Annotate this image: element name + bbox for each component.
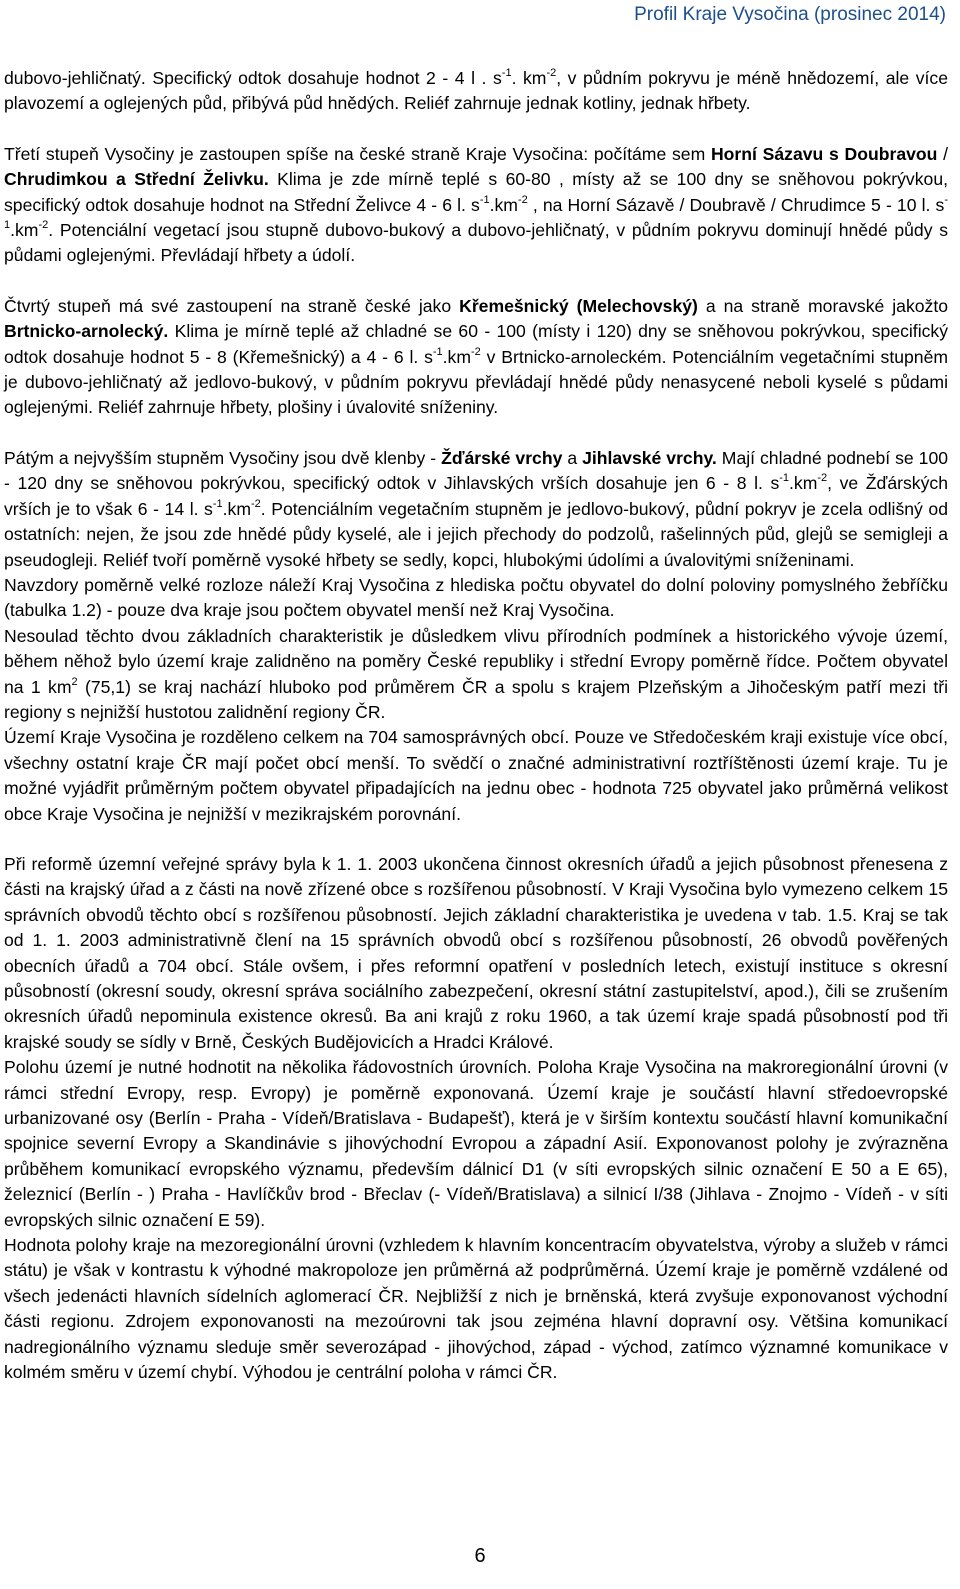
text-run: a [562,447,583,468]
superscript: -1 [212,497,223,510]
text-run: Čtvrtý stupeň má své zastoupení na straně české jako [4,295,460,316]
page-number: 6 [474,1545,486,1567]
text-run: , ve Žďárských vrších je to však 6 - 14 l. s [4,473,948,519]
text-run: Při reformě územní veřejné správy byla k 1. 1. 2003 ukončena činnost okresních úřadů a jejich působnost přenesena z části na krajský úřad a z části na nově zřízené obce s rozšířenou působností. V Kraji Vysočina bylo vymezeno celkem 15 správních obvodů těchto obcí s rozšířenou působností. Jejich základní charakteristika je uvedena v tab. 1.5. Kraj se tak od 1. 1. 2003 administrativně člení na 15 správních obvodů obcí s rozšířenou působností, 26 obvodů pověřených obecních úřadů a 704 obcí. Stále ovšem, i přes reformní opatření v posledních letech, existují instituce s okresní působností (okresní soudy, okresní správa sociálního zabezpečení, okresní státní zastupitelství, apod.), čili se zrušením okresních úřadů nepominula existence okresů. Ba ani krajů z roku 1960, a tak území kraje spadá působností pod tři krajské soudy se sídly v Brně, Českých Budějovicích a Hradci Králové. [4,853,948,1052]
superscript: -2 [517,193,528,206]
text-run: Hodnota polohy kraje na mezoregionální úrovni (vzhledem k hlavním koncentracím obyvatelstva, výroby a služeb v rámci státu) je však v kontrastu k výhodné makropoloze jen průměrná až podprůměrná. Území kraje je poměrně vzdálené od všech jedenácti hlavních sídelních aglomerací ČR. Nejbližší z nich je brněnská, která zvyšuje exponovanost východní části regionu. Zdrojem exponovanosti na mezoúrovni tak jsou zejména hlavní dopravní osy. Většina komunikací nadregionálního významu sleduje směr severozápad - jihovýchod, západ - východ, zatímco významné komunikace v kolmém směru v území chybí. Výhodou je centrální poloha v rámci ČR. [4,1235,948,1383]
text-run: a na straně moravské jakožto [697,295,948,316]
text-run: .km [10,220,39,241]
bold-term: Horní Sázavu s Doubravou [710,143,938,164]
text-run: Navzdory poměrně velké rozloze náleží Kraj Vysočina z hlediska počtu obyvatel do dolní poloviny pomyslného žebříčku (tabulka 1.2) - pouze dva kraje jsou počtem obyvatel menší než Kraj Vysočina. [4,574,948,621]
paragraph [4,446,948,573]
superscript: -1 [479,193,490,206]
text-run: Nesoulad těchto dvou základních charakteristik je důsledkem vlivu přírodních podmínek a historického vývoje území, během něhož bylo území kraje zalidněno na poměry České republiky i střední Evropy poměrně řídce. Počtem obyvatel na 1 km [4,625,948,697]
text-run: Třetí stupeň Vysočiny je zastoupen spíše na české straně Kraje Vysočina: počítáme sem [4,143,711,164]
paragraph [4,624,948,726]
paragraph [4,1055,948,1233]
superscript: -2 [546,67,557,80]
text-run: Pátým a nejvyšším stupněm Vysočiny jsou dvě klenby - [4,447,442,468]
text-run: . km [511,68,547,88]
document-body [4,66,948,1386]
superscript: -2 [471,345,481,358]
bold-term: Chrudimkou a Střední Želivku. [4,169,269,190]
superscript: -1 [4,193,948,232]
text-run: v Brtnicko-arnoleckém. Potenciálním vegetačními stupněm je dubovo-jehličnatý až jedlovo-bukový, v půdním pokryvu převládají hnědé půdy nenasycené neboli kyselé s půdami oglejenými. Reliéf zahrnuje hřbety, plošiny i úvalovité sníženiny. [4,346,949,418]
superscript: -2 [250,497,261,510]
bold-term: Brtnicko-arnolecký. [4,321,169,342]
paragraph [4,294,948,421]
text-run: Klima je mírně teplé až chladné se 60 - 100 (místy i 120) dny se sněhovou pokrývkou, specifický odtok dosahuje hodnot 5 - 8 (Křemešnický) a 4 - 6 l. s [4,321,948,367]
text-run: . Potenciální vegetací jsou stupně dubovo-bukový a dubovo-jehličnatý, v půdním pokryvu dominují hnědé půdy s půdami oglejenými. Převládají hřbety a údolí. [4,220,948,266]
text-run: . Potenciálním vegetačním stupněm je jedlovo-bukový, půdní pokryv je zcela odlišný od ostatních: nejen, že jsou zde hnědé půdy kyselé, ale i jejich přechody do podzolů, rašelinných půd, glejů se semigleji a pseudogleji. Reliéf tvoří poměrně vysoké hřbety se sedly, kopci, hlubokými údolími a úvalovitými sníženinami. [4,498,948,570]
bold-term: Jihlavské vrchy. [582,447,717,468]
paragraph [4,1233,948,1385]
paragraph [4,573,948,624]
superscript: -1 [432,345,443,358]
bold-term: Křemešnický (Melechovský) [459,295,698,316]
superscript: -1 [779,472,790,485]
superscript: -1 [501,67,512,80]
paragraph [4,66,948,117]
text-run: .km [489,194,518,215]
bold-term: Žďárské vrchy [441,447,563,468]
text-run: .km [222,498,251,519]
text-run: dubovo-jehličnatý. Specifický odtok dosahuje hodnot 2 - 4 l . s [4,68,502,88]
paragraph [4,725,948,827]
paragraph [4,852,948,1055]
paragraph [4,142,948,269]
text-run: , v půdním pokryvu je méně hnědozemí, ale více plavozemí a oglejených půd, přibývá půd hnědých. Reliéf zahrnuje jednak kotliny, jednak hřbety. [4,68,948,114]
superscript: -2 [38,219,49,232]
text-run: Mají chladné podnebí se 100 - 120 dny se sněhovou pokrývkou, specifický odtok v Jihlavských vrších dosahuje jen 6 - 8 l. s [4,447,949,494]
text-run: Polohu území je nutné hodnotit na několika řádovostních úrovních. Poloha Kraje Vysočina na makroregionální úrovni (v rámci střední Evropy, resp. Evropy) je poměrně exponovaná. Území kraje je součástí hlavní středoevropské urbanizované osy (Berlín - Praha - Vídeň/Bratislava - Budapešť), která je v širším kontextu součástí hlavní komunikační spojnice severní Evropy a Skandinávie s jihovýchodní Evropou a západní Asií. Exponovanost polohy je zvýrazněna průběhem komunikací evropského významu, především dálnicí D1 (v síti evropských silnic označení E 50 a E 65), železnicí (Berlín - ) Praha - Havlíčkův brod - Břeclav (- Vídeň/Bratislava) a silnicí I/38 (Jihlava - Znojmo - Vídeň - v síti evropských silnic označení E 59). [4,1057,948,1230]
running-header: Profil Kraje Vysočina (prosinec 2014) [634,4,946,25]
text-run: (75,1) se kraj nachází hluboko pod průměrem ČR a spolu s krajem Plzeňským a Jihočeským patří mezi tři regiony s nejnižší hustotou zalidnění regiony ČR. [4,676,948,722]
text-run: Území Kraje Vysočina je rozděleno celkem na 704 samosprávných obcí. Pouze ve Středočeském kraji existuje více obcí, všechny ostatní kraje ČR mají počet obcí menší. To svědčí o značné administrativní roztříštěnosti území kraje. Tu je možné vyjádřit průměrným počtem obyvatel připadajících na jednu obec - hodnota 725 obyvatel jako průměrná velikost obce Kraje Vysočina je nejnižší v mezikrajském porovnání. [4,727,948,824]
text-run: , na Horní Sázavě / Doubravě / Chrudimce 5 - 10 l. s [527,194,945,215]
superscript: -2 [817,472,828,485]
text-run: Klima je zde mírně teplé s 60-80 , místy až se 100 dny se sněhovou pokrývkou, specifický odtok dosahuje hodnot na Střední Želivce 4 - 6 l. s [4,169,948,215]
text-run: / [937,143,949,164]
text-run: .km [789,473,818,494]
superscript: 2 [71,675,78,688]
text-run: .km [442,346,471,367]
